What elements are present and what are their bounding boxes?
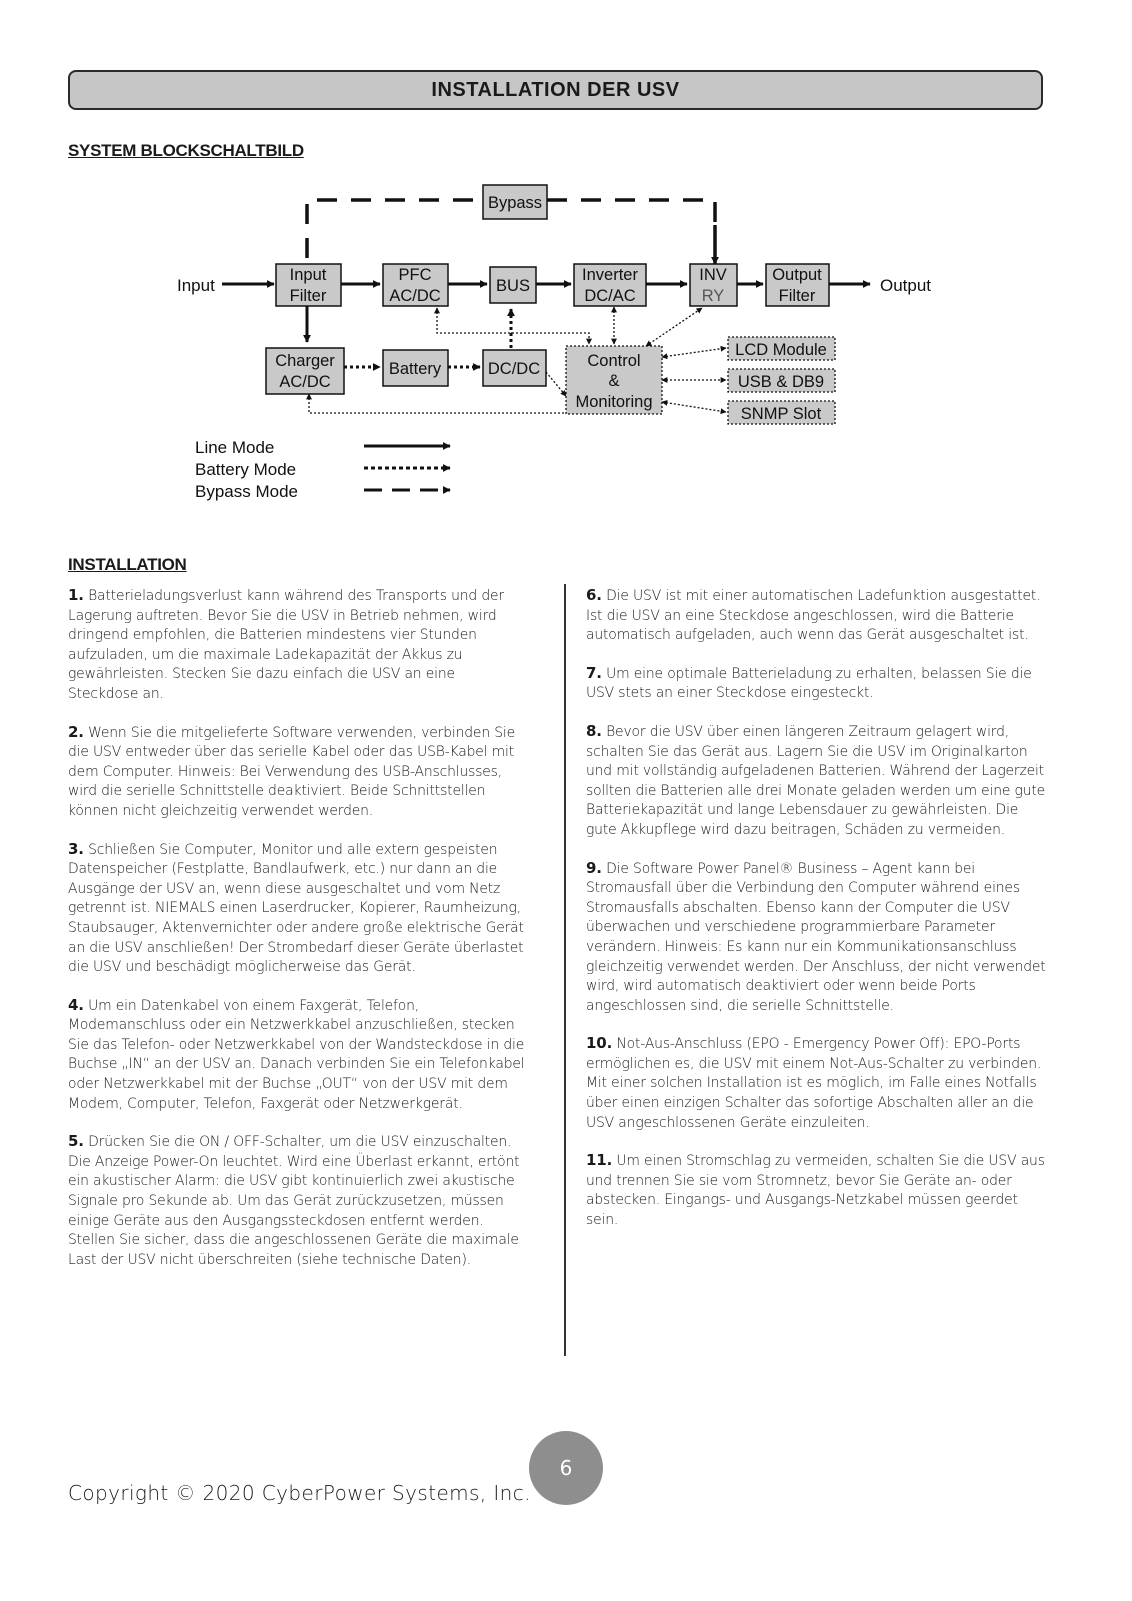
installation-heading: INSTALLATION [68, 555, 187, 574]
installation-step [68, 1132, 528, 1270]
installation-step [586, 1034, 1046, 1133]
system-block-diagram [0, 0, 1132, 540]
diagram-legend [195, 438, 298, 501]
installation-right-column [586, 586, 1046, 1249]
step-number: 1. [68, 586, 84, 604]
inverter-label-1: Inverter [582, 266, 638, 284]
legend-bypass-mode: Bypass Mode [195, 482, 298, 501]
installation-step [586, 859, 1046, 1017]
column-divider [564, 584, 566, 1356]
installation-step [68, 586, 528, 705]
step-text: Drücken Sie die ON / OFF-Schalter, um die USV einzuschalten. Die Anzeige Power-On leuchtet. Wird eine Überlast erkannt, ertönt ein akustischer Alarm: die USV gibt kontinuierlich zwei akustische Signale pro Sekunde ab. Um das Gerät zurückzusetzen, müssen einige Geräte aus den Ausgangssteckdosen entfernt werden. Stellen Sie sicher, dass die angeschlossenen Geräte die maximale Last der USV nicht überschreiten (siehe technische Daten). [68, 1134, 520, 1268]
pfc-label-1: PFC [398, 266, 432, 284]
step-text: Die Software Power Panel® Business – Agent kann bei Stromausfall über die Verbindung den Computer während eines Stromausfalls abschalten. Ebenso kann der Computer die USV überwachen und verschiedene programmierbare Parameter verändern. Hinweis: Es kann nur ein Kommunikationsanschluss gleichzeitig verwendet werden. Der Anschluss, der nicht verwendet wird, wird automatisch deaktiviert oder wenn beide Ports angeschlossen sind, die serielle Schnittstelle. [586, 860, 1046, 1014]
output-filter-label-2: Filter [778, 287, 816, 305]
step-text: Um ein Datenkabel von einem Faxgerät, Telefon, Modemanschluss oder ein Netzwerkkabel anzuschließen, stecken Sie das Telefon- oder Netzwerkkabel von der Wandsteckdose in die Buchse „IN“ an der USV an. Danach verbinden Sie ein Telefonkabel oder Netzwerkkabel mit der Buchse „OUT“ von der USV mit dem Modem, Computer, Telefon, Faxgerät oder Netzwerkgerät. [68, 997, 525, 1112]
installation-step [68, 840, 528, 978]
page-title: INSTALLATION DER USV [68, 70, 1043, 110]
control-label-1: Control [587, 352, 641, 370]
step-number: 11. [586, 1151, 613, 1170]
step-text: Wenn Sie die mitgelieferte Software verwenden, verbinden Sie die USV entweder über das serielle Kabel oder das USB-Kabel mit dem Computer. Hinweis: Bei Verwendung des USB-Anschlusses, wird die serielle Schnittstelle deaktiviert. Beide Schnittstellen können nicht gleichzeitig verwendet werden. [68, 724, 516, 819]
snmp-slot-label: SNMP Slot [740, 405, 822, 423]
usb-db9-label: USB & DB9 [737, 373, 825, 391]
step-number: 6. [586, 586, 602, 604]
step-number: 2. [68, 722, 84, 741]
output-label: Output [880, 276, 932, 295]
bypass-label: Bypass [487, 194, 543, 212]
installation-step [586, 722, 1046, 841]
inverter-label-2: DC/AC [584, 287, 636, 305]
step-number: 5. [68, 1132, 84, 1151]
step-text: Batterieladungsverlust kann während des Transports und der Lagerung auftreten. Bevor Sie die USV in Betrieb nehmen, wird dringend empfohlen, die Batterien mindestens vier Stunden aufzuladen, um die maximale Ladekapazität der Akkus zu gewährleisten. Stecken Sie dazu einfach die USV an eine Steckdose an. [68, 588, 504, 702]
installation-step [586, 1151, 1046, 1230]
installation-step [586, 586, 1046, 646]
control-label-2: & [608, 372, 620, 390]
step-number: 7. [586, 663, 602, 682]
inv-label: INV [699, 266, 727, 284]
step-number: 10. [586, 1034, 613, 1053]
step-text: Not-Aus-Anschluss (EPO - Emergency Power Off): EPO-Ports ermöglichen es, die USV mit einem Not-Aus-Schalter zu verbinden. Mit einer solchen Installation ist es möglich, im Falle eines Notfalls über einen einzigen Schalter das sofortige Abschalten aller an die USV angeschlossenen Geräte einzuleiten. [586, 1036, 1042, 1131]
input-label: Input [177, 276, 215, 295]
step-number: 3. [68, 839, 84, 858]
bus-label: BUS [496, 277, 530, 295]
step-text: Schließen Sie Computer, Monitor und alle extern gespeisten Datenspeicher (Festplatte, Bandlaufwerk, etc.) nur dann an die Ausgänge der USV an, wenn diese ausgeschaltet und vom Netz getrennt ist. NIEMALS einen Laserdrucker, Kopierer, Raumheizung, Staubsauger, Aktenvernichter oder andere große elektrische Gerät an die USV anschließen! Der Strombedarf dieser Geräte überlastet die USV und beschädigt möglicherweise das Gerät. [68, 841, 524, 976]
step-number: 9. [586, 858, 602, 877]
charger-label-1: Charger [275, 352, 335, 370]
legend-battery-mode: Battery Mode [195, 460, 297, 479]
ry-label: RY [701, 287, 725, 305]
installation-step [68, 996, 528, 1115]
step-text: Um einen Stromschlag zu vermeiden, schalten Sie die USV aus und trennen Sie sie vom Stromnetz, bevor Sie Geräte an- oder abstecken. Eingangs- und Ausgangs-Netzkabel müssen geerdet sein. [586, 1153, 1045, 1229]
dcdc-label: DC/DC [487, 360, 541, 378]
installation-step [68, 723, 528, 822]
step-number: 4. [68, 995, 84, 1014]
legend-line-mode: Line Mode [195, 438, 275, 457]
step-number: 8. [586, 721, 602, 740]
input-filter-label-2: Filter [289, 287, 327, 305]
diagram-heading: SYSTEM BLOCKSCHALTBILD [68, 141, 304, 160]
step-text: Die USV ist mit einer automatischen Ladefunktion ausgestattet. Ist die USV an eine Steckdose angeschlossen, wird die Batterie automatisch aufgeladen, auch wenn das Gerät ausgeschaltet ist. [586, 588, 1041, 644]
input-filter-label-1: Input [289, 266, 327, 284]
control-label-3: Monitoring [575, 393, 653, 411]
pfc-label-2: AC/DC [389, 287, 441, 305]
installation-left-column [68, 586, 528, 1288]
installation-step [586, 664, 1046, 704]
copyright-text: Copyright © 2020 CyberPower Systems, Inc. [68, 1481, 531, 1505]
step-text: Bevor die USV über einen längeren Zeitraum gelagert wird, schalten Sie das Gerät aus. Lagern Sie die USV im Originalkarton und mit vollständig aufgeladenen Batterien. Während der Lagerzeit sollten die Batterien alle drei Monate geladen werden um eine gute Batteriekapazität und lange Lebensdauer zu gewährleisten. Die gute Akkupflege wird dazu beitragen, Schäden zu vermeiden. [586, 723, 1046, 838]
page-number: 6 [529, 1431, 603, 1505]
battery-label: Battery [388, 360, 442, 378]
lcd-module-label: LCD Module [735, 341, 827, 359]
output-filter-label-1: Output [772, 266, 822, 284]
step-text: Um eine optimale Batterieladung zu erhalten, belassen Sie die USV stets an einer Steckdose eingesteckt. [586, 665, 1032, 702]
charger-label-2: AC/DC [279, 373, 331, 391]
